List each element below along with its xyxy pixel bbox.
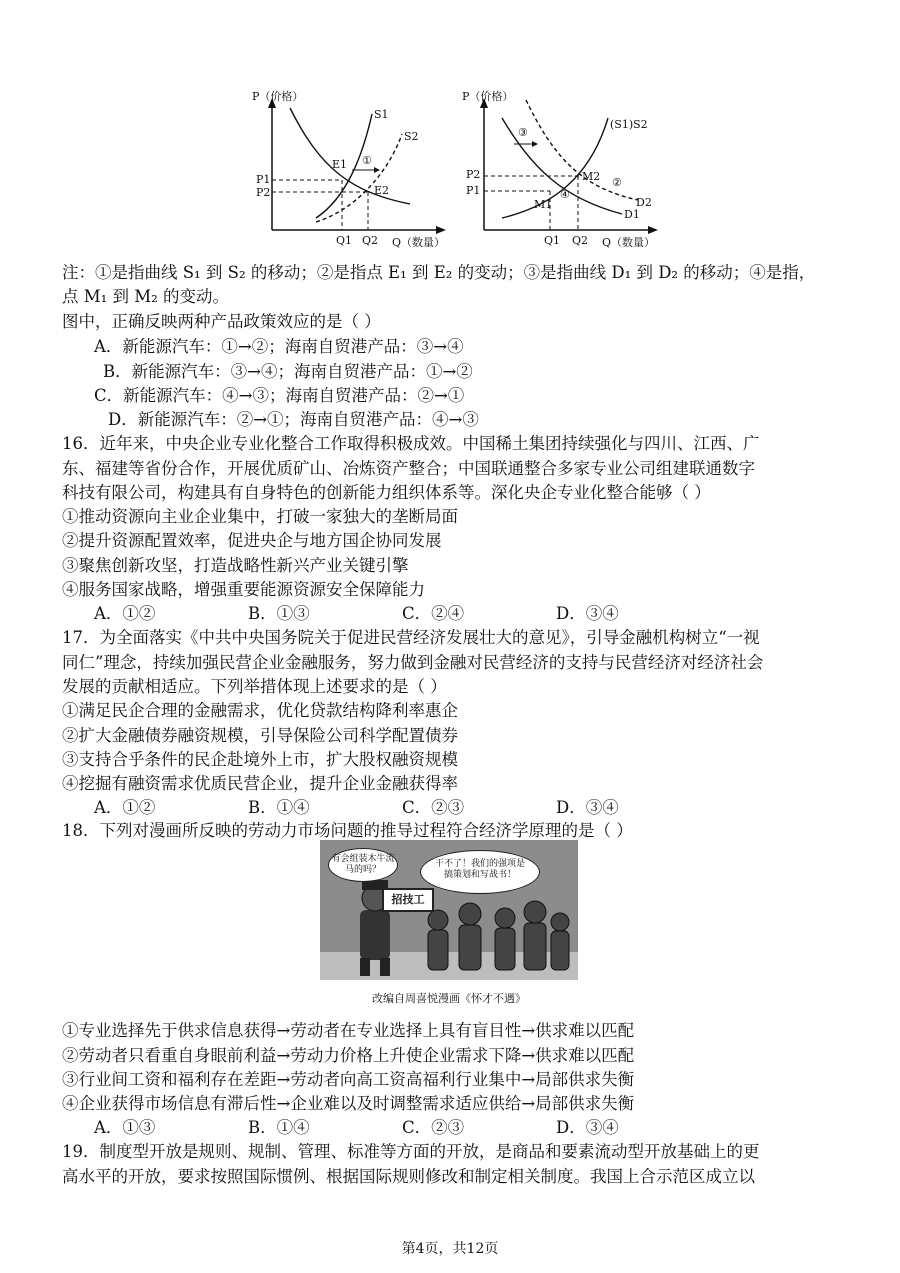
q17-option-c: C．②③: [402, 798, 465, 817]
point-m2: M2: [582, 170, 601, 183]
speech-bubble-left: 有会组装木牛流马的吗？: [328, 848, 398, 882]
label-d1: D1: [624, 208, 640, 221]
tick-q1: Q1: [336, 234, 353, 247]
tick-p2: P2: [466, 168, 481, 181]
marker-2: ②: [612, 176, 622, 189]
tick-q2: Q2: [362, 234, 379, 247]
recruit-sign: 招技工: [382, 888, 434, 912]
q19-line-2: 高水平的开放，要求按照国际惯例、根据国际规则修改和制定相关制度。我国上合示范区成立以: [62, 1167, 755, 1186]
label-s1: S1: [374, 108, 389, 121]
q17-item-3: ③支持合乎条件的民企赴境外上市，扩大股权融资规模: [62, 750, 458, 769]
q16-item-1: ①推动资源向主业企业集中，打破一家独大的垄断局面: [62, 507, 458, 526]
label-d2: D2: [636, 196, 652, 209]
supply-curve-s2: [316, 134, 402, 222]
tick-p1: P1: [466, 184, 481, 197]
q16-options: [94, 603, 710, 625]
q17-option-a: A．①②: [94, 798, 156, 817]
q17-options: [94, 797, 710, 819]
speech-bubble-right: 干不了！我们的强项是搞策划和写战书！: [420, 850, 540, 894]
q18-option-a: A．①③: [94, 1118, 156, 1137]
q15-option-a: A．新能源汽车：①→②；海南自贸港产品：③→④: [94, 337, 464, 356]
q18-option-c: C．②③: [402, 1118, 465, 1137]
q19-line-1: 19．制度型开放是规则、规制、管理、标准等方面的开放，是商品和要素流动型开放基础上的更: [62, 1142, 760, 1161]
q16-item-4: ④服务国家战略，增强重要能源资源安全保障能力: [62, 580, 425, 599]
q18-stem: 18．下列对漫画所反映的劳动力市场问题的推导过程符合经济学原理的是（ ）: [62, 821, 633, 840]
q18-option-d: D．③④: [556, 1118, 619, 1137]
demand-curve: [290, 108, 410, 204]
tick-p2: P2: [256, 186, 271, 199]
supply-shift-graph: [250, 88, 450, 252]
note-line-2: 点 M₁ 到 M₂ 的变动。: [62, 287, 229, 306]
q17-item-4: ④挖掘有融资需求优质民营企业，提升企业金融获得率: [62, 774, 458, 793]
q16-option-c: C．②④: [402, 604, 465, 623]
marker-1: ①: [362, 154, 372, 167]
demand-shift-graph: [462, 88, 672, 252]
q17-item-1: ①满足民企合理的金融需求，优化贷款结构降利率惠企: [62, 701, 458, 720]
q18-item-3: ③行业间工资和福利存在差距→劳动者向高工资高福利行业集中→局部供求失衡: [62, 1070, 635, 1089]
marker-3: ③: [518, 126, 528, 139]
y-axis-label: P（价格）: [462, 90, 514, 103]
q17-line-2: 同仁”理念，持续加强民营企业金融服务，努力做到金融对民营经济的支持与民营经济对经济社会: [62, 653, 764, 672]
comic-image: [320, 840, 578, 980]
q16-line-2: 东、福建等省份合作，开展优质矿山、冶炼资产整合；中国联通整合多家专业公司组建联通数字: [62, 459, 755, 478]
q18-options: [94, 1117, 710, 1139]
q16-option-d: D．③④: [556, 604, 619, 623]
q17-item-2: ②扩大金融债券融资规模，引导保险公司科学配置债券: [62, 726, 458, 745]
q18-item-1: ①专业选择先于供求信息获得→劳动者在专业选择上具有盲目性→供求难以匹配: [62, 1021, 635, 1040]
label-s2: S2: [404, 130, 419, 143]
q16-item-2: ②提升资源配置效率，促进央企与地方国企协同发展: [62, 531, 442, 550]
point-e1: E1: [332, 158, 348, 171]
note-line-1: 注：①是指曲线 S₁ 到 S₂ 的移动；②是指点 E₁ 到 E₂ 的变动；③是指曲线 D₁ 到 D₂ 的移动；④是指，: [62, 263, 816, 282]
q17-option-b: B．①④: [248, 798, 310, 817]
label-s1s2: (S1)S2: [610, 118, 648, 131]
q15-option-d: D．新能源汽车：②→①；海南自贸港产品：④→③: [108, 410, 479, 429]
marker-4: ④: [560, 188, 570, 201]
q16-item-3: ③聚焦创新攻坚，打造战略性新兴产业关键引擎: [62, 556, 409, 575]
q18-item-4: ④企业获得市场信息有滞后性→企业难以及时调整需求适应供给→局部供求失衡: [62, 1094, 635, 1113]
y-axis-label: P（价格）: [252, 90, 304, 103]
point-m1: M1: [534, 198, 553, 211]
q16-option-b: B．①③: [248, 604, 310, 623]
q16-line-3: 科技有限公司，构建具有自身特色的创新能力组织体系等。深化央企专业化整合能够（ ）: [62, 483, 711, 502]
x-axis-label: Q（数量）: [392, 236, 446, 249]
q15-option-b: B．新能源汽车：③→④；海南自贸港产品：①→②: [103, 362, 473, 381]
q17-line-1: 17．为全面落实《中共中央国务院关于促进民营经济发展壮大的意见》，引导金融机构树立“一视: [62, 628, 760, 647]
q15-option-c: C．新能源汽车：④→③；海南自贸港产品：②→①: [94, 386, 465, 405]
tick-q1: Q1: [544, 234, 561, 247]
page-footer: 第4页，共12页: [401, 1241, 499, 1257]
tick-p1: P1: [256, 173, 271, 186]
point-e2: E2: [374, 184, 390, 197]
q15-stem: 图中，正确反映两种产品政策效应的是（ ）: [62, 312, 381, 331]
q16-option-a: A．①②: [94, 604, 156, 623]
comic-caption: 改编自周喜悦漫画《怀才不遇》: [372, 992, 526, 1005]
q18-item-2: ②劳动者只看重自身眼前利益→劳动力价格上升使企业需求下降→供求难以匹配: [62, 1046, 635, 1065]
x-axis-label: Q（数量）: [602, 236, 656, 249]
q18-option-b: B．①④: [248, 1118, 310, 1137]
q17-line-3: 发展的贡献相适应。下列举措体现上述要求的是（ ）: [62, 677, 447, 696]
tick-q2: Q2: [572, 234, 589, 247]
q16-line-1: 16．近年来，中央企业专业化整合工作取得积极成效。中国稀土集团持续强化与四川、江西、广: [62, 434, 760, 453]
q17-option-d: D．③④: [556, 798, 619, 817]
